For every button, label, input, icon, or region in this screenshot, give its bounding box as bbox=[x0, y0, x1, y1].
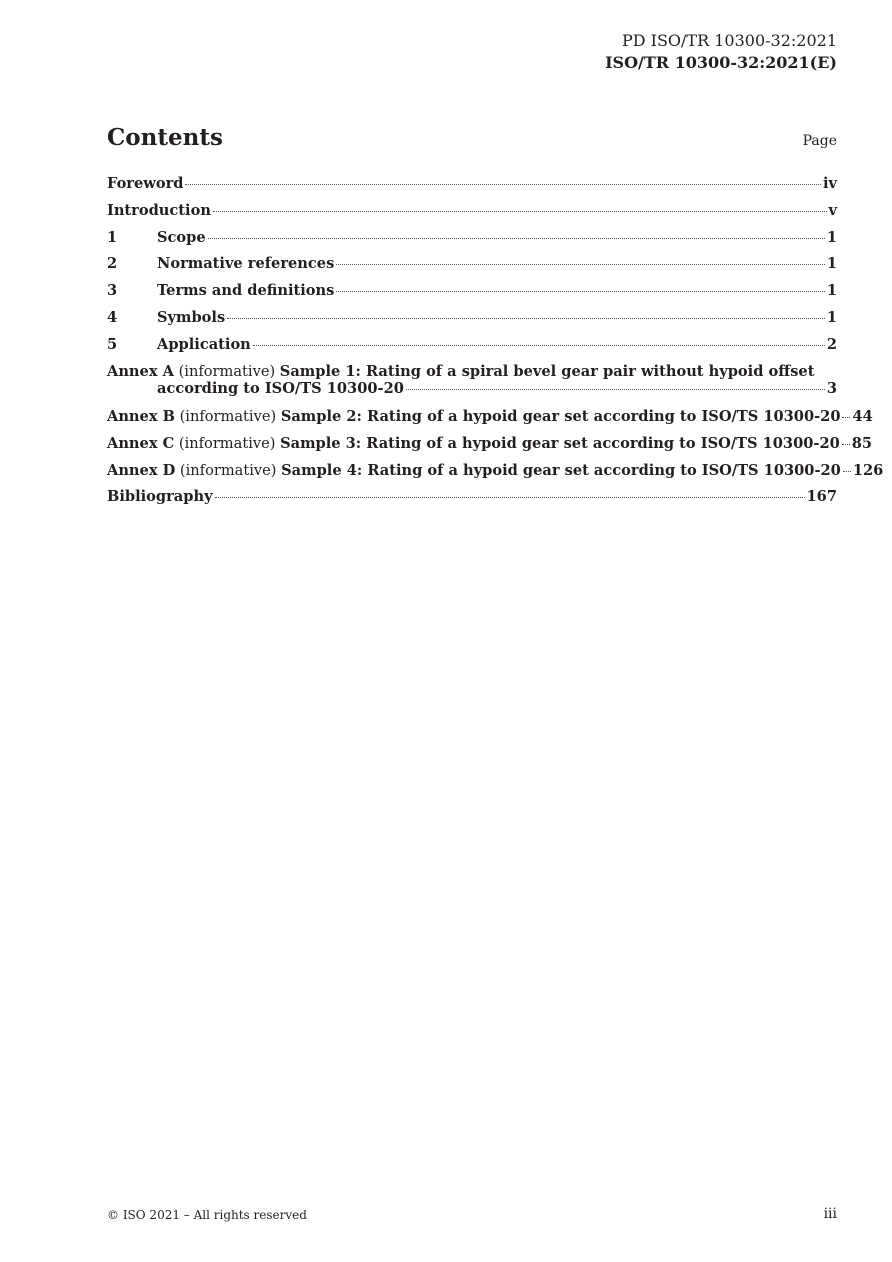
page-number: iii bbox=[823, 1206, 837, 1222]
toc-page: 2 bbox=[826, 335, 837, 353]
toc-number: 5 bbox=[107, 335, 118, 353]
dot-leader bbox=[336, 291, 824, 292]
toc-entry-application[interactable] bbox=[107, 336, 837, 363]
toc-page: v bbox=[828, 201, 837, 219]
copyright-notice: © ISO 2021 – All rights reserved bbox=[107, 1208, 307, 1222]
toc-page: 1 bbox=[826, 255, 837, 273]
dot-leader bbox=[185, 184, 821, 185]
toc-entry-terms-and-definitions[interactable] bbox=[107, 282, 837, 309]
annex-label[interactable]: Annex C bbox=[107, 434, 175, 452]
toc-number: 2 bbox=[107, 255, 118, 273]
annex-title[interactable]: Sample 3: Rating of a hypoid gear set according to ISO/TS 10300-20 bbox=[280, 434, 840, 452]
annex-title[interactable]: Sample 2: Rating of a hypoid gear set according to ISO/TS 10300-20 bbox=[280, 408, 841, 426]
toc-title[interactable]: Bibliography bbox=[107, 488, 213, 506]
document-header bbox=[605, 30, 837, 74]
annex-type: (informative) bbox=[178, 362, 276, 380]
toc-entry-annex-b[interactable] bbox=[107, 408, 873, 435]
toc-entry-annex-d[interactable] bbox=[107, 461, 884, 489]
toc-title[interactable]: Terms and definitions bbox=[157, 282, 335, 300]
dot-leader bbox=[215, 497, 805, 498]
dot-leader bbox=[336, 264, 825, 265]
toc-entry-symbols[interactable] bbox=[107, 309, 837, 336]
dot-leader bbox=[843, 471, 851, 472]
toc-title[interactable]: Scope bbox=[157, 228, 206, 246]
dot-leader bbox=[213, 211, 827, 212]
dot-leader bbox=[227, 318, 825, 319]
dot-leader bbox=[208, 238, 825, 239]
toc-page: 44 bbox=[852, 408, 873, 426]
toc-entry-introduction[interactable] bbox=[107, 202, 837, 229]
header-reference: ISO/TR 10300-32:2021(E) bbox=[605, 53, 837, 72]
toc-page: 167 bbox=[806, 488, 837, 506]
annex-label[interactable]: Annex D bbox=[107, 461, 176, 479]
annex-type: (informative) bbox=[179, 461, 277, 479]
toc-title[interactable]: Introduction bbox=[107, 201, 211, 219]
header-designation: PD ISO/TR 10300-32:2021 bbox=[621, 31, 837, 50]
dot-leader bbox=[842, 417, 850, 418]
contents-title: Contents bbox=[107, 124, 223, 151]
annex-type: (informative) bbox=[178, 434, 276, 452]
annex-title-continued[interactable]: according to ISO/TS 10300-20 bbox=[157, 379, 404, 397]
toc-page: 85 bbox=[851, 434, 873, 452]
annex-label[interactable]: Annex A bbox=[107, 362, 174, 380]
annex-title[interactable]: Sample 4: Rating of a hypoid gear set according to ISO/TS 10300-20 bbox=[281, 461, 841, 479]
toc-title[interactable]: Normative references bbox=[157, 255, 335, 273]
toc-title[interactable]: Foreword bbox=[107, 175, 184, 192]
toc-page: 126 bbox=[852, 461, 884, 479]
toc-page: 3 bbox=[826, 379, 837, 397]
annex-title[interactable]: Sample 1: Rating of a spiral bevel gear pair without hypoid offset bbox=[279, 362, 815, 380]
toc-entry-foreword[interactable] bbox=[107, 175, 837, 202]
toc-entry-scope[interactable] bbox=[107, 229, 837, 256]
toc-title[interactable]: Symbols bbox=[157, 308, 226, 326]
dot-leader bbox=[406, 389, 825, 390]
toc-entry-annex-c[interactable] bbox=[107, 434, 873, 462]
toc-entry-bibliography[interactable] bbox=[107, 488, 837, 515]
toc-page: 1 bbox=[826, 308, 837, 326]
dot-leader bbox=[253, 345, 825, 346]
toc-title[interactable]: Application bbox=[157, 335, 251, 353]
toc-number: 4 bbox=[107, 308, 118, 326]
annex-type: (informative) bbox=[179, 408, 277, 426]
toc-number: 1 bbox=[107, 228, 118, 246]
toc-page: 1 bbox=[826, 282, 837, 300]
table-of-contents bbox=[107, 175, 884, 515]
toc-number: 3 bbox=[107, 282, 118, 300]
toc-page: iv bbox=[822, 175, 837, 192]
annex-label[interactable]: Annex B bbox=[107, 408, 175, 426]
toc-entry-normative-references[interactable] bbox=[107, 255, 837, 282]
toc-page: 1 bbox=[826, 228, 837, 246]
dot-leader bbox=[842, 444, 850, 445]
toc-entry-annex-a[interactable] bbox=[107, 363, 837, 409]
page-column-label: Page bbox=[802, 133, 837, 149]
